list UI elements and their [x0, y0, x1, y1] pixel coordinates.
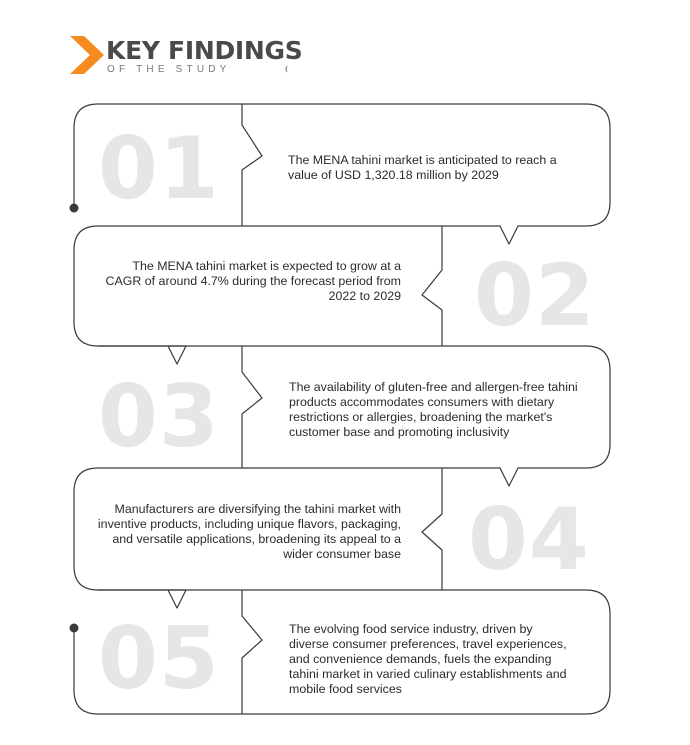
finding-text-02: The MENA tahini market is expected to grow at a CAGR of around 4.7% during the forecast period from 2022 to 2029: [105, 259, 401, 303]
page-title: KEY FINDINGS: [106, 36, 303, 65]
finding-text-01: The MENA tahini market is anticipated to reach a value of USD 1,320.18 million by 2029: [288, 153, 557, 182]
finding-text-04: Manufacturers are diversifying the tahini market with inventive products, including unique flavors, packaging, and versatile applications, broadening its appeal to a wider consumer base: [97, 502, 401, 561]
timeline-dot-start: [70, 204, 79, 213]
finding-number-05: 05: [98, 609, 220, 709]
timeline-dot-end: [70, 624, 79, 633]
page-subtitle: OF THE STUDY: [107, 64, 231, 75]
finding-text-05: The evolving food service industry, driven by diverse consumer preferences, travel experiences, and convenience demands, fuels the expanding tahini market in varied culinary establishments and mobile food services: [289, 622, 567, 696]
finding-text-03: The availability of gluten-free and allergen-free tahini products accommodates consumers with dietary restrictions or allergies, broadening the market's customer base and promoting inclusivity: [289, 380, 578, 439]
finding-number-02: 02: [474, 246, 596, 346]
finding-number-04: 04: [468, 490, 590, 590]
finding-number-01: 01: [98, 119, 220, 219]
finding-number-03: 03: [98, 367, 220, 467]
